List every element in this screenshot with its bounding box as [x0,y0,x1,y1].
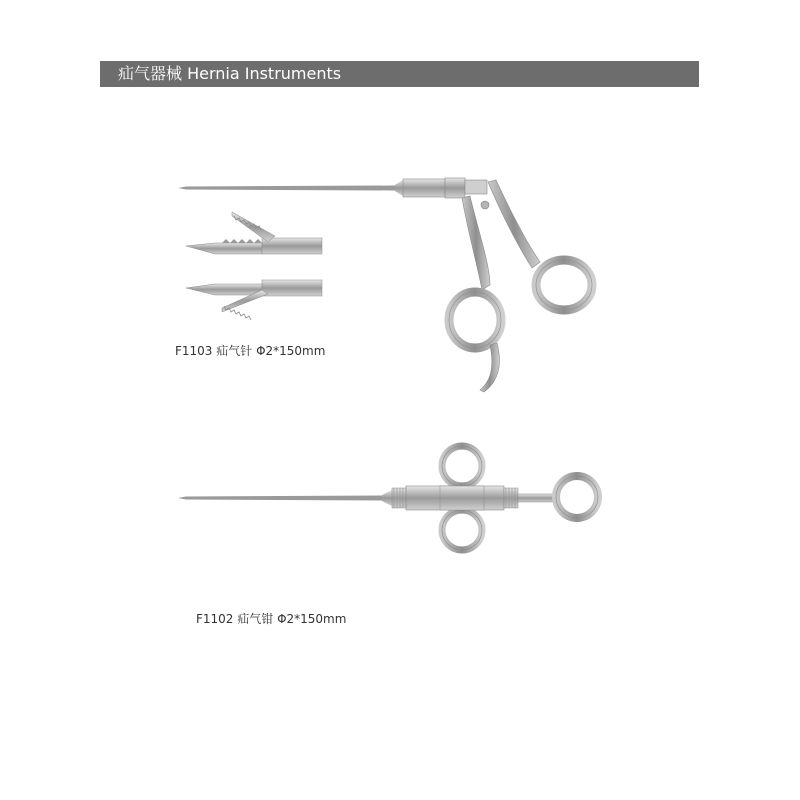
product-label-f1103: F1103 疝气针 Φ2*150mm [175,344,326,358]
section-title: 疝气器械 Hernia Instruments [118,64,342,83]
product-label-f1102: F1102 疝气钳 Φ2*150mm [196,612,347,626]
